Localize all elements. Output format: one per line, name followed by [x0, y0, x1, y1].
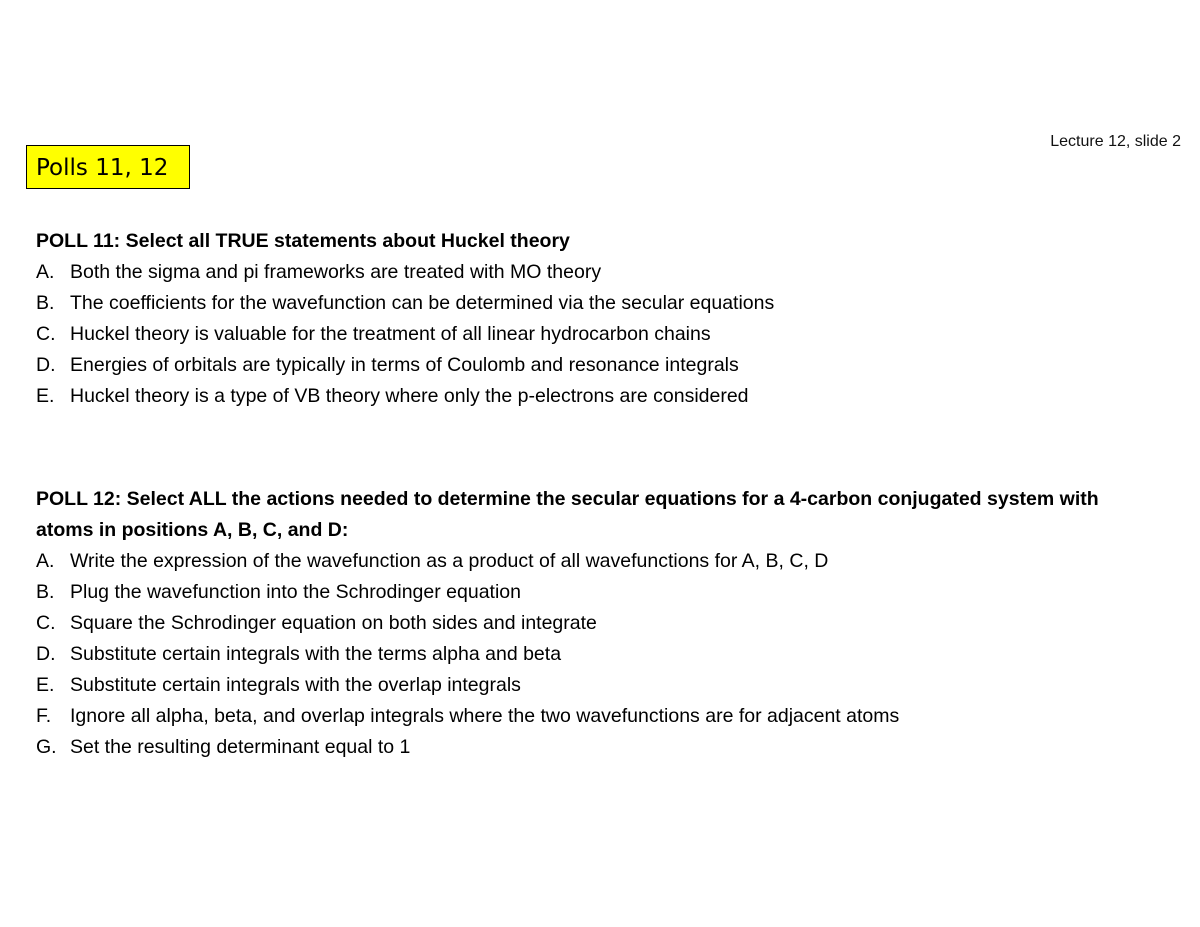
poll-12-option-e — [36, 670, 1156, 701]
poll-11-option-a — [36, 257, 1156, 288]
poll-11-option-e — [36, 381, 1156, 412]
poll-12-option-b — [36, 577, 1156, 608]
option-text: Huckel theory is valuable for the treatment of all linear hydrocarbon chains — [70, 323, 711, 345]
poll-12-option-c — [36, 608, 1156, 639]
option-text: Ignore all alpha, beta, and overlap integrals where the two wavefunctions are for adjacent atoms — [70, 705, 900, 727]
option-letter: C. — [36, 612, 56, 634]
poll-11-option-b — [36, 288, 1156, 319]
poll-12-option-a — [36, 546, 1156, 577]
option-letter: A. — [36, 550, 55, 572]
poll-12-option-g — [36, 732, 1156, 763]
poll-12-option-d — [36, 639, 1156, 670]
slide-reference: Lecture 12, slide 2 — [1050, 133, 1181, 150]
poll-12-question: POLL 12: Select ALL the actions needed to determine the secular equations for a 4-carbon conjugated system with atoms in positions A, B, C, and D: — [36, 488, 1099, 541]
option-letter: B. — [36, 292, 55, 314]
option-letter: D. — [36, 354, 56, 376]
option-text: The coefficients for the wavefunction can be determined via the secular equations — [70, 292, 775, 314]
option-letter: G. — [36, 736, 57, 758]
option-text: Plug the wavefunction into the Schrodinger equation — [70, 581, 521, 603]
option-text: Substitute certain integrals with the terms alpha and beta — [70, 643, 562, 665]
poll-12-option-f — [36, 701, 1156, 732]
option-text: Energies of orbitals are typically in terms of Coulomb and resonance integrals — [70, 354, 739, 376]
option-letter: D. — [36, 643, 56, 665]
option-letter: A. — [36, 261, 55, 283]
page-title: Polls 11, 12 — [26, 145, 190, 189]
option-letter: C. — [36, 323, 56, 345]
poll-11-option-c — [36, 319, 1156, 350]
option-letter: E. — [36, 385, 55, 407]
option-text: Write the expression of the wavefunction as a product of all wavefunctions for A, B, C, D — [70, 550, 829, 572]
option-text: Set the resulting determinant equal to 1 — [70, 736, 411, 758]
poll-11-question: POLL 11: Select all TRUE statements about Huckel theory — [36, 230, 570, 252]
option-text: Huckel theory is a type of VB theory where only the p-electrons are considered — [70, 385, 749, 407]
poll-11 — [36, 226, 1156, 412]
option-text: Both the sigma and pi frameworks are treated with MO theory — [70, 261, 602, 283]
poll-11-option-d — [36, 350, 1156, 381]
option-letter: B. — [36, 581, 55, 603]
option-text: Substitute certain integrals with the overlap integrals — [70, 674, 521, 696]
poll-12 — [36, 484, 1156, 763]
option-letter: E. — [36, 674, 55, 696]
option-letter: F. — [36, 705, 52, 727]
option-text: Square the Schrodinger equation on both sides and integrate — [70, 612, 597, 634]
